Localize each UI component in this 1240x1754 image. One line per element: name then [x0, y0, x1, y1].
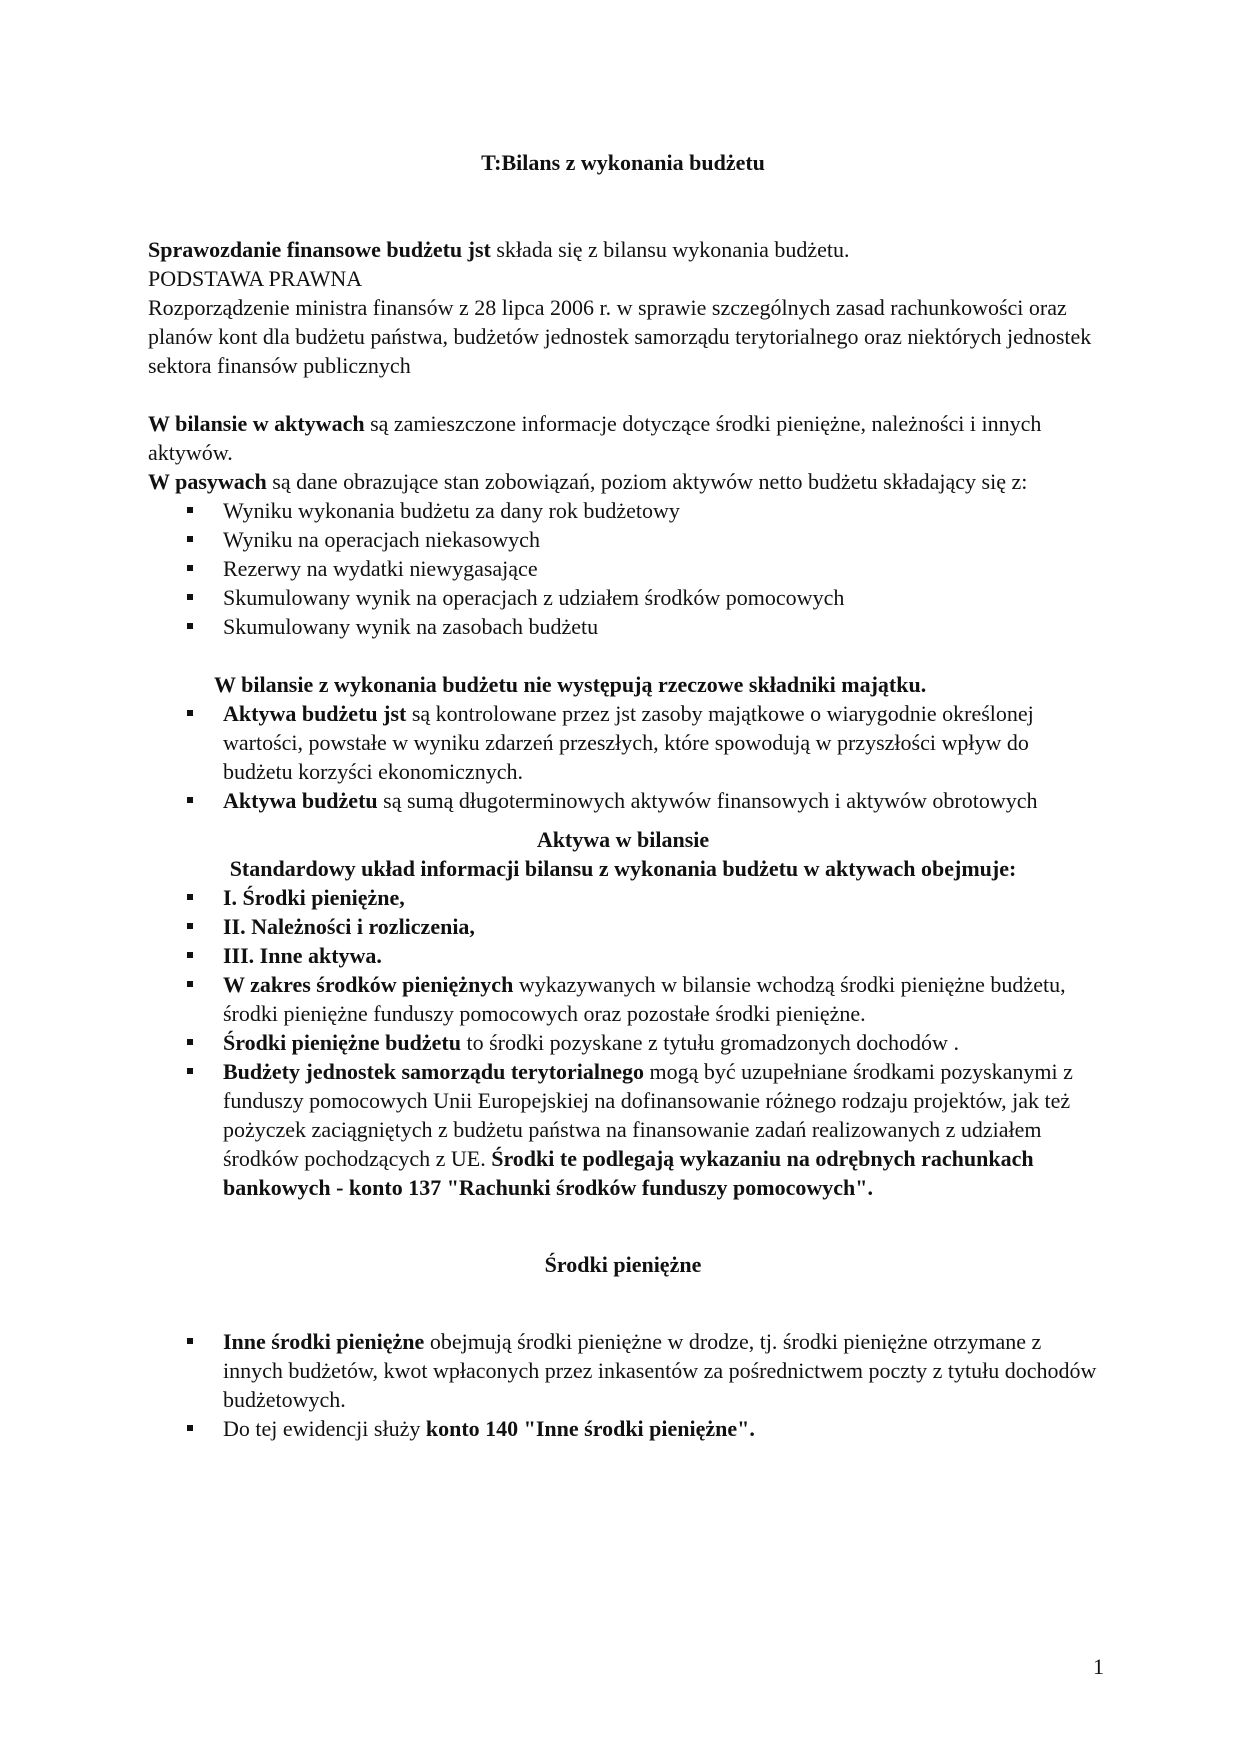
list-item: Skumulowany wynik na operacjach z udziałem środków pomocowych	[148, 583, 1098, 612]
list-item: Skumulowany wynik na zasobach budżetu	[148, 612, 1098, 641]
section-cash-title: Środki pieniężne	[544, 1252, 702, 1277]
liabilities-list	[148, 496, 1098, 641]
list-item: W zakres środków pieniężnych wykazywanych w bilansie wchodzą środki pieniężne budżetu, środki pieniężne funduszy pomocowych oraz pozostałe środki pieniężne.	[148, 970, 1098, 1028]
list-item: Rezerwy na wydatki niewygasające	[148, 554, 1098, 583]
document-body	[148, 148, 1098, 1443]
legal-text: Rozporządzenie ministra finansów z 28 lipca 2006 r. w sprawie szczególnych zasad rachunkowości oraz planów kont dla budżetu państwa, budżetów jednostek samorządu terytorialnego oraz niektórych jednostek sektora finansów publicznych	[148, 295, 1092, 378]
section-assets-subtitle: Standardowy układ informacji bilansu z wykonania budżetu w aktywach obejmuje:	[229, 856, 1017, 881]
assets-paragraph: W bilansie w aktywach są zamieszczone informacje dotyczące środki pieniężne, należności i innych aktywów.	[148, 411, 1042, 465]
legal-heading: PODSTAWA PRAWNA	[148, 266, 363, 291]
list-item: Wyniku na operacjach niekasowych	[148, 525, 1098, 554]
list-item: Aktywa budżetu są sumą długoterminowych aktywów finansowych i aktywów obrotowych	[148, 786, 1098, 815]
list-item: Aktywa budżetu jst są kontrolowane przez jst zasoby majątkowe o wiarygodnie określonej wartości, powstałe w wyniku zdarzeń przeszłych, które spowodują w przyszłości wpływ do budżetu korzyści ekonomicznych.	[148, 699, 1098, 786]
intro-paragraph	[148, 235, 1098, 264]
list-item: Wyniku wykonania budżetu za dany rok budżetowy	[148, 496, 1098, 525]
list-item: Do tej ewidencji służy konto 140 "Inne środki pieniężne".	[148, 1414, 1098, 1443]
section-assets-title: Aktywa w bilansie	[536, 827, 710, 852]
definitions-list	[148, 699, 1098, 815]
list-item: Budżety jednostek samorządu terytorialnego mogą być uzupełniane środkami pozyskanymi z funduszy pomocowych Unii Europejskiej na dofinansowanie różnego rodzaju projektów, jak też pożyczek zaciągniętych z budżetu państwa na finansowanie zadań realizowanych z udziałem środków pochodzących z UE. Środki te podlegają wykazaniu na odrębnych rachunkach bankowych - konto 137 "Rachunki środków funduszy pomocowych".	[148, 1057, 1098, 1202]
list-item: I. Środki pieniężne,	[148, 883, 1098, 912]
list-item: Inne środki pieniężne obejmują środki pieniężne w drodze, tj. środki pieniężne otrzymane z innych budżetów, kwot wpłaconych przez inkasentów za pośrednictwem poczty z tytułu dochodów budżetowych.	[148, 1327, 1098, 1414]
document-title: T:Bilans z wykonania budżetu	[481, 150, 765, 175]
liabilities-paragraph: W pasywach są dane obrazujące stan zobowiązań, poziom aktywów netto budżetu składający się z:	[148, 469, 1028, 494]
intro-text: składa się z bilansu wykonania budżetu.	[490, 237, 850, 262]
bold-statement: W bilansie z wykonania budżetu nie występują rzeczowe składniki majątku.	[214, 672, 927, 697]
list-item: III. Inne aktywa.	[148, 941, 1098, 970]
cash-list	[148, 1327, 1098, 1443]
list-item: II. Należności i rozliczenia,	[148, 912, 1098, 941]
list-item: Środki pieniężne budżetu to środki pozyskane z tytułu gromadzonych dochodów .	[148, 1028, 1098, 1057]
page-number: 1	[1093, 1654, 1104, 1679]
assets-list	[148, 883, 1098, 1202]
intro-bold: Sprawozdanie finansowe budżetu jst	[148, 237, 491, 262]
